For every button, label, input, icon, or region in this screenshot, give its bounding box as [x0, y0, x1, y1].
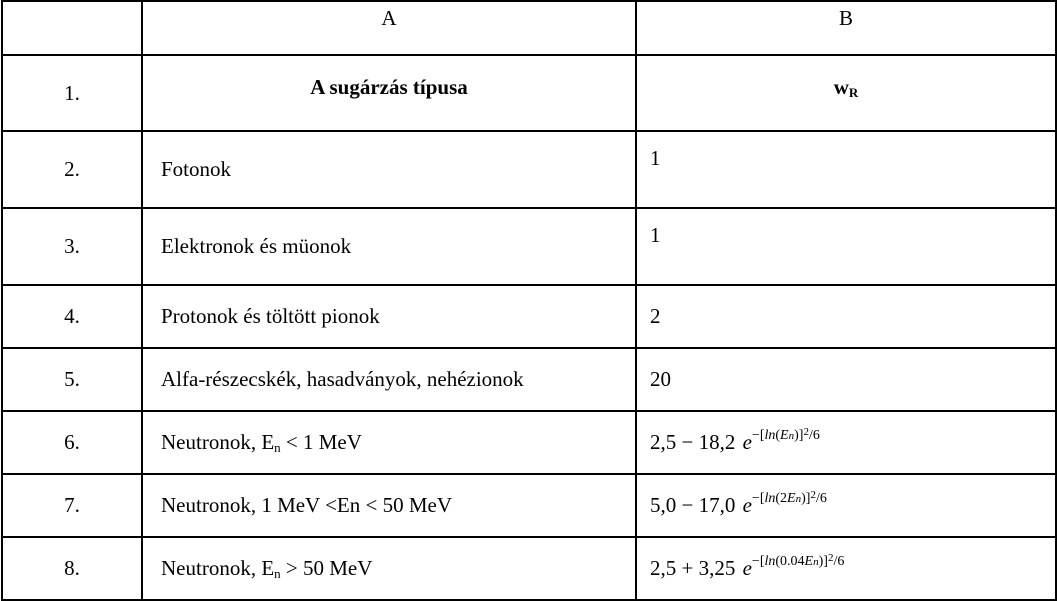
row-number: 2.: [2, 131, 142, 208]
formula-exponential-base: e: [742, 430, 752, 454]
exponent-open-paren: (: [775, 428, 781, 443]
exponent-prefix: −[: [751, 428, 765, 443]
corner-cell: [2, 1, 142, 55]
radiation-type-cell: [142, 474, 636, 537]
radiation-weighting-table: [1, 0, 1057, 601]
row-number: 4.: [2, 285, 142, 348]
exponent-factor: 2: [780, 491, 788, 506]
table-row: [2, 474, 1056, 537]
weighting-factor-cell: 2: [636, 285, 1056, 348]
formula-exponent: [752, 491, 827, 506]
formula-exponential-base: e: [742, 493, 752, 517]
table-row: [2, 285, 1056, 348]
exponent-square: 2: [827, 552, 834, 564]
exponent-divisor: /6: [833, 554, 845, 569]
type-subscript: n: [274, 566, 281, 581]
type-text-suffix: < 1 MeV: [280, 430, 362, 454]
weighting-factor-formula: [636, 411, 1056, 474]
weighting-factor-subscript: R: [848, 84, 859, 100]
table-row: [2, 131, 1056, 208]
radiation-type-cell: Fotonok: [142, 131, 636, 208]
exponent-variable: E: [780, 428, 789, 443]
column-b-header: B: [636, 1, 1056, 55]
row-number: 6.: [2, 411, 142, 474]
weighting-factor-cell: 20: [636, 348, 1056, 411]
weighting-factor-cell: 1: [636, 131, 1056, 208]
radiation-type-cell: Elektronok és müonok: [142, 208, 636, 285]
type-text: Neutronok, E: [161, 430, 275, 454]
formula-exponential-base: e: [742, 556, 752, 580]
exponent-open-paren: (: [775, 554, 781, 569]
formula-coefficient: 5,0 − 17,0: [650, 493, 741, 517]
exponent-square: 2: [803, 426, 809, 438]
formula-exponent: [752, 554, 844, 569]
weighting-factor-heading: [636, 55, 1056, 131]
weighting-factor-symbol: w: [833, 74, 849, 99]
table-row: [2, 348, 1056, 411]
exponent-close: )]: [801, 491, 811, 506]
formula-coefficient: 2,5 + 3,25: [650, 556, 741, 580]
table-row: [2, 411, 1056, 474]
weighting-factor-cell: 1: [636, 208, 1056, 285]
row-number: 8.: [2, 537, 142, 600]
table-row: [2, 537, 1056, 600]
exponent-variable-subscript: n: [788, 430, 795, 442]
exponent-ln: ln: [764, 491, 776, 506]
type-text: Neutronok, 1 MeV <En < 50 MeV: [161, 493, 453, 517]
radiation-type-heading: A sugárzás típusa: [142, 55, 636, 131]
column-letter-row: [2, 1, 1056, 55]
row-number: 5.: [2, 348, 142, 411]
title-row: [2, 55, 1056, 131]
type-subscript: n: [274, 440, 281, 455]
exponent-close: )]: [794, 428, 804, 443]
exponent-square: 2: [810, 489, 816, 501]
exponent-ln: ln: [764, 428, 776, 443]
exponent-divisor: /6: [815, 491, 827, 506]
formula-coefficient: 2,5 − 18,2: [650, 430, 741, 454]
exponent-factor: 0.04: [780, 554, 805, 569]
radiation-type-cell: Alfa-részecskék, hasadványok, nehézionok: [142, 348, 636, 411]
radiation-type-cell: [142, 537, 636, 600]
exponent-variable: E: [804, 554, 814, 569]
exponent-open-paren: (: [775, 491, 781, 506]
type-text: Neutronok, E: [161, 556, 275, 580]
exponent-variable: E: [787, 491, 796, 506]
exponent-divisor: /6: [808, 428, 820, 443]
exponent-prefix: −[: [751, 554, 765, 569]
row-number: 7.: [2, 474, 142, 537]
type-text-suffix: > 50 MeV: [280, 556, 373, 580]
row-number: 3.: [2, 208, 142, 285]
exponent-variable-subscript: n: [795, 493, 802, 505]
row-number: 1.: [2, 55, 142, 131]
exponent-prefix: −[: [751, 491, 765, 506]
radiation-type-cell: Protonok és töltött pionok: [142, 285, 636, 348]
formula-exponent: [752, 428, 820, 443]
table-row: [2, 208, 1056, 285]
weighting-factor-formula: [636, 474, 1056, 537]
exponent-close: )]: [818, 554, 828, 569]
radiation-type-cell: [142, 411, 636, 474]
exponent-ln: ln: [764, 554, 776, 569]
exponent-variable-subscript: n: [813, 556, 819, 568]
column-a-header: A: [142, 1, 636, 55]
weighting-factor-formula: [636, 537, 1056, 600]
